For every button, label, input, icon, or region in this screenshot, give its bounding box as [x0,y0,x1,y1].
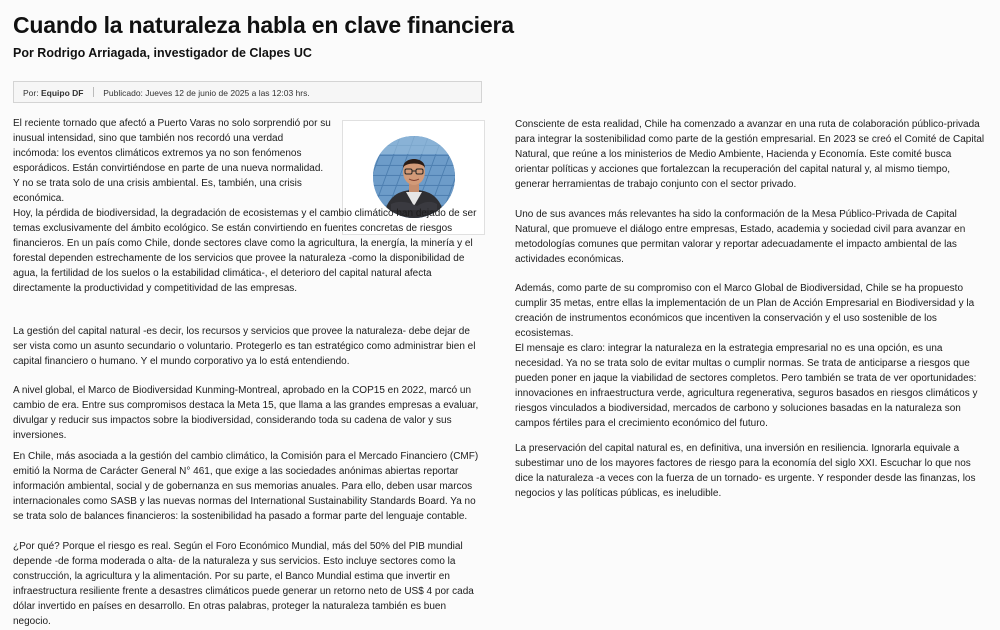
meta-author-link[interactable]: Equipo DF [40,88,84,98]
body-paragraph-2-text: Hoy, la pérdida de biodiversidad, la degradación de ecosistemas y el cambio climático han dejado de ser temas exclusivamente del ámbito ecológico. Se están convirtiendo en fuentes concretas de riesgos financieros. En un país como Chile, donde sectores clave como la agricultura, la energía, la minería y el forestal dependen estrechamente de los servicios que provee la naturaleza -como la disponibilidad de agua, la fertilidad de los suelos o la estabilidad climática-, el deterioro del capital natural afecta directamente la productividad y competitividad de las empresas. [13,208,477,294]
body-paragraph-2 [13,206,483,296]
body-paragraph-7: Consciente de esta realidad, Chile ha comenzado a avanzar en una ruta de colaboración público-privada para integrar la sostenibilidad como parte de la gestión empresarial. En 2023 se creó el Comité de Capital Natural, que reúne a los ministerios de Medio Ambiente, Hacienda y Economía. Este comité busca orientar políticas y acciones que fortalezcan la recuperación del capital natural y, al mismo tiempo, generar herramientas de trabajo conjunto con el sector privado. [515,119,985,190]
body-paragraph-10: El mensaje es claro: integrar la naturaleza en la estrategia empresarial no es una opción, es una necesidad. Ya no se trata solo de evitar multas o cumplir normas. Se trata de anticiparse a riesgos que pueden poner en jaque la viabilidad de sectores completos. Pero también se trata de ver oportunidades: innovaciones en infraestructura verde, agricultura regenerativa, seguros basados en riesgos climáticos y riesgos vinculados a biodiversidad, mercados de carbono y soluciones basadas en la naturaleza son campos fértiles para el crecimiento económico del futuro. [515,343,978,429]
meta-published-date: Publicado: Jueves 12 de junio de 2025 a las 12:03 hrs. [103,88,310,98]
body-paragraph-9: Además, como parte de su compromiso con el Marco Global de Biodiversidad, Chile se ha propuesto cumplir 35 metas, entre ellas la implementación de un Plan de Acción Empresarial en Biodiversidad y la creación de instrumentos económicos que incentiven la conservación y el uso sostenible de los ecosistemas. [515,283,975,339]
article-meta-bar [13,81,482,103]
article-byline: Por Rodrigo Arriagada, investigador de Clapes UC [13,46,312,60]
meta-divider [93,87,94,97]
body-paragraph-8: Uno de sus avances más relevantes ha sido la conformación de la Mesa Público-Privada de Capital Natural, que promueve el diálogo entre empresas, Estado, academia y sociedad civil para avanzar en metodologías comunes que permitan valorar y reportar adecuadamente el impacto ambiental de las actividades económicas. [515,209,966,265]
body-paragraph-6: ¿Por qué? Porque el riesgo es real. Según el Foro Económico Mundial, más del 50% del PIB mundial depende -de forma moderada o alta- de la naturaleza y sus servicios. Esto incluye sectores como la construcción, la agricultura y la alimentación. Por su parte, el Banco Mundial estima que invertir en infraestructura resiliente frente a desastres climáticos puede generar un retorno neto de US$ 4 por cada dólar invertido en países en desarrollo. En otras palabras, proteger la naturaleza también es buen negocio. [13,541,474,627]
body-paragraph-4: A nivel global, el Marco de Biodiversidad Kunming-Montreal, aprobado en la COP15 en 2022, marcó un cambio de era. Entre sus compromisos destaca la Meta 15, que llama a las grandes empresas a evaluar, divulgar y reducir sus impactos sobre la biodiversidad, considerando toda su cadena de valor y sus inversiones. [13,385,479,441]
body-paragraph-5: En Chile, más asociada a la gestión del cambio climático, la Comisión para el Mercado Financiero (CMF) emitió la Norma de Carácter General N° 461, que exige a las sociedades anónimas abiertas reportar información ambiental, social y de gobernanza en sus memorias anuales. Para ello, deben usar marcos internacionales como SASB y las nuevas normas del International Sustainability Standards Board. Ya no se trata solo de balances financieros: la sostenibilidad ha pasado a formar parte del lenguaje contable. [13,451,479,522]
body-paragraph-11: La preservación del capital natural es, en definitiva, una inversión en resiliencia. Ignorarla equivale a subestimar uno de los mayores factores de riesgo para la economía del siglo XXI. Escuchar lo que nos dice la naturaleza -a veces con la fuerza de un tornado- es urgente. Y responder desde las finanzas, los negocios y las políticas públicas, es ineludible. [515,443,976,499]
article-title: Cuando la naturaleza habla en clave financiera [13,12,514,38]
meta-by-prefix: Por: [23,88,39,98]
body-paragraph-3: La gestión del capital natural -es decir, los recursos y servicios que provee la naturaleza- debe dejar de ser vista como un asunto secundario o voluntario. Protegerlo es tan estratégico como administrar bien el capital financiero o humano. Y el mundo corporativo ya lo está entendiendo. [13,326,476,367]
body-paragraph-1: El reciente tornado que afectó a Puerto Varas no solo sorprendió por su inusual intensidad, sino que también nos recordó una verdad incómoda: los eventos climáticos extremos ya no son fenómenos esporádicos. Están convirtiéndose en parte de una nueva normalidad. Y no se trata solo de una crisis ambiental. Es, también, una crisis económica. [13,118,331,204]
